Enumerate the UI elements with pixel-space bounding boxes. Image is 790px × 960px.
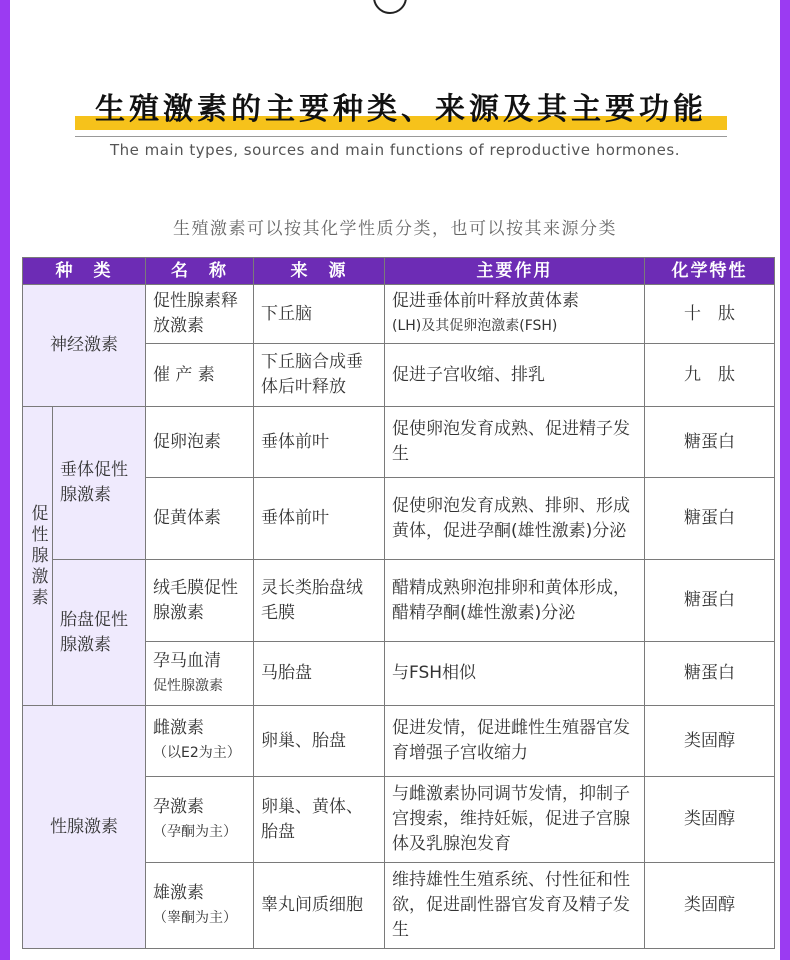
table-row [23, 706, 775, 777]
cell-chem: 糖蛋白 [645, 560, 775, 642]
cell-name-line1: 雄激素 [153, 882, 204, 903]
cell-name-line2: （以E2为主） [153, 745, 241, 761]
cell-chem: 十 肽 [645, 285, 775, 344]
cell-name: 促卵泡素 [146, 407, 254, 478]
cell-name-line1: 孕激素 [153, 796, 204, 817]
title-underline [75, 136, 727, 137]
table-row [23, 407, 775, 478]
cell-chem: 类固醇 [645, 777, 775, 863]
cell-name-line2: （孕酮为主） [153, 823, 237, 840]
title-block [75, 84, 727, 136]
cell-name: 促性腺素释放激素 [146, 285, 254, 344]
cell-source: 垂体前叶 [254, 407, 385, 478]
group-sex-hormones: 性腺激素 [23, 706, 146, 949]
subgroup-pituitary: 垂体促性腺激素 [53, 407, 146, 560]
cell-source: 下丘脑 [254, 285, 385, 344]
cell-function: 维持雄性生殖系统、付性征和性欲，促进副性器官发育及精子发生 [385, 863, 645, 949]
group-neuro-hormones: 神经激素 [23, 285, 146, 407]
page-title: 生殖激素的主要种类、来源及其主要功能 [95, 92, 707, 127]
cell-function: 促使卵泡发育成熟、促进精子发生 [385, 407, 645, 478]
group-gonadotropins-label: 促性腺激素 [31, 503, 49, 608]
group-gonadotropins [23, 407, 53, 706]
header-category: 种 类 [23, 258, 146, 285]
cell-source: 卵巢、胎盘 [254, 706, 385, 777]
cell-source: 睾丸间质细胞 [254, 863, 385, 949]
right-purple-border [780, 0, 790, 960]
cell-function-line1: 促进垂体前叶释放黄体素 [392, 291, 579, 311]
cell-name-line2: （睾酮为主） [153, 909, 237, 926]
intro-text: 生殖激素可以按其化学性质分类，也可以按其来源分类 [173, 219, 617, 239]
table-row [23, 560, 775, 642]
cell-source: 马胎盘 [254, 642, 385, 706]
header-chemistry: 化学特性 [645, 258, 775, 285]
header-source: 来 源 [254, 258, 385, 285]
header-name: 名 称 [146, 258, 254, 285]
cell-name: 催 产 素 [146, 344, 254, 407]
subgroup-placental: 胎盘促性腺激素 [53, 560, 146, 706]
cell-source: 卵巢、黄体、胎盘 [254, 777, 385, 863]
table-header-row [23, 258, 775, 285]
left-purple-border [0, 0, 10, 960]
english-subtitle: The main types, sources and main functions of reproductive hormones. [110, 141, 680, 159]
cell-source: 下丘脑合成垂体后叶释放 [254, 344, 385, 407]
top-circle-decoration [373, 0, 407, 14]
cell-function: 促进发情，促进雌性生殖器官发育增强子宫收缩力 [385, 706, 645, 777]
hormone-table [22, 257, 775, 949]
table-row [23, 285, 775, 344]
cell-function: 醋精成熟卵泡排卵和黄体形成，醋精孕酮(雄性激素)分泌 [385, 560, 645, 642]
cell-name [146, 863, 254, 949]
cell-name: 绒毛膜促性腺激素 [146, 560, 254, 642]
cell-name: 促黄体素 [146, 478, 254, 560]
cell-chem: 九 肽 [645, 344, 775, 407]
cell-function: 促使卵泡发育成熟、排卵、形成黄体，促进孕酮(雄性激素)分泌 [385, 478, 645, 560]
cell-name-line1: 雌激素 [153, 718, 204, 738]
cell-function: 与FSH相似 [385, 642, 645, 706]
cell-function: 促进子宫收缩、排乳 [385, 344, 645, 407]
cell-chem: 类固醇 [645, 863, 775, 949]
cell-name-line2: 促性腺激素 [153, 677, 223, 694]
header-function: 主要作用 [385, 258, 645, 285]
cell-function [385, 285, 645, 344]
cell-function: 与雌激素协同调节发情，抑制子宫搜索，维持妊娠，促进子宫腺体及乳腺泡发育 [385, 777, 645, 863]
cell-chem: 糖蛋白 [645, 478, 775, 560]
cell-chem: 糖蛋白 [645, 642, 775, 706]
cell-name [146, 777, 254, 863]
cell-source: 垂体前叶 [254, 478, 385, 560]
cell-function-line2: (LH)及其促卵泡激素(FSH) [392, 318, 558, 334]
cell-name-line1: 孕马血清 [153, 650, 221, 671]
cell-chem: 糖蛋白 [645, 407, 775, 478]
cell-name [146, 706, 254, 777]
cell-source: 灵长类胎盘绒毛膜 [254, 560, 385, 642]
cell-name [146, 642, 254, 706]
cell-chem: 类固醇 [645, 706, 775, 777]
